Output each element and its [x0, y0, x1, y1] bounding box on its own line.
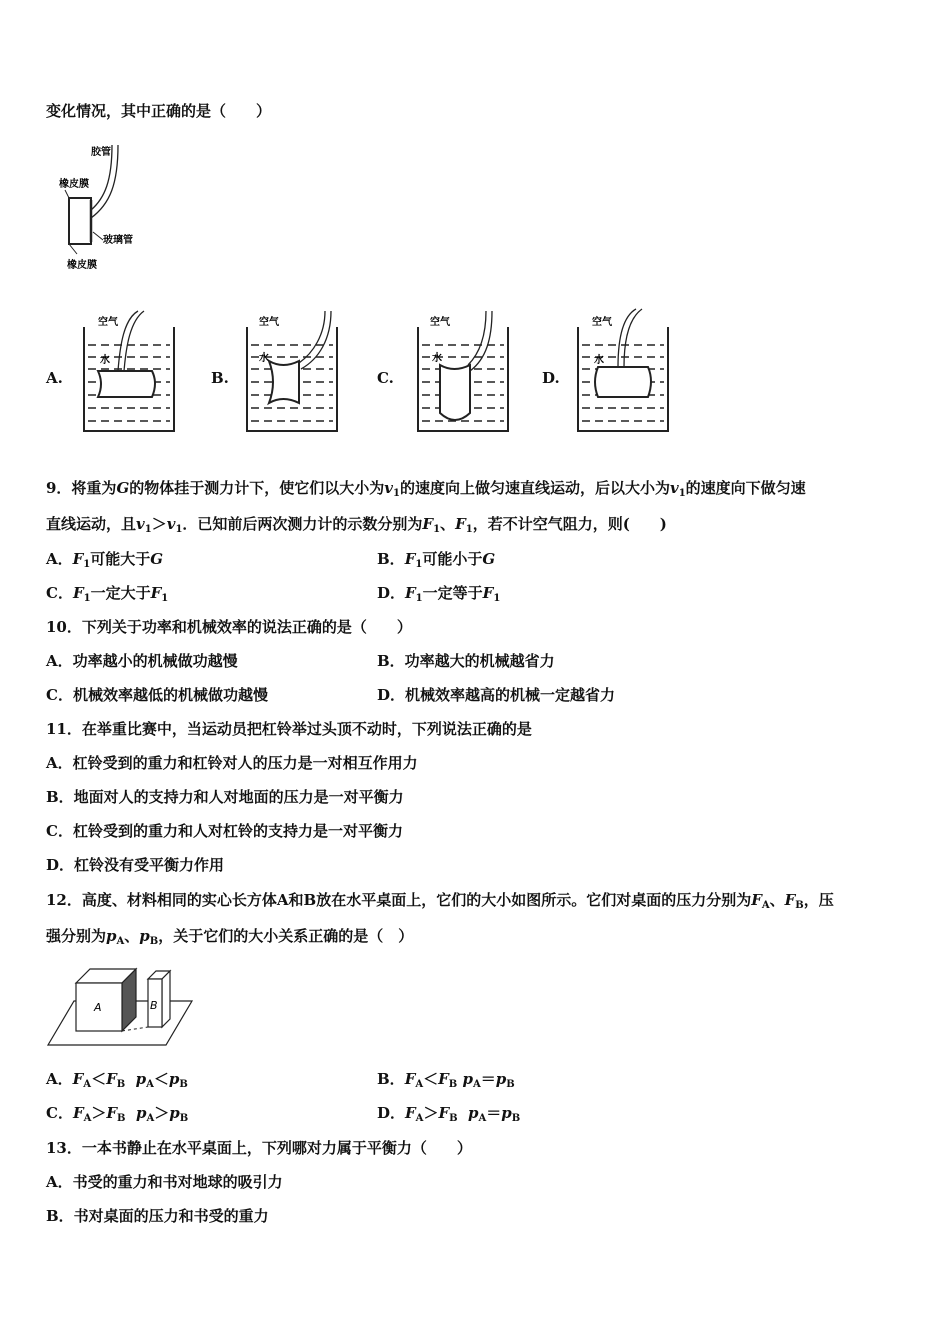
q12-option-b: B．$F_A<F_B$ $p_A=p_B$: [377, 1070, 515, 1090]
q10-option-b: B．功率越大的机械越省力: [377, 652, 555, 670]
beaker-a-water: 水: [100, 355, 110, 366]
blocks-figure: [44, 965, 196, 1049]
beaker-option-c: [414, 305, 514, 435]
q12-stem-line2: 强分别为$p_A$、$p_B$，关于它们的大小关系正确的是（ ）: [46, 927, 414, 947]
beaker-c-water: 水: [432, 353, 442, 364]
q8-option-b-label: B.: [211, 369, 229, 387]
q11-option-a: A．杠铃受到的重力和杠铃对人的压力是一对相互作用力: [46, 754, 418, 772]
q10-option-a: A．功率越小的机械做功越慢: [46, 652, 238, 670]
beaker-c-air: 空气: [430, 317, 450, 328]
q9-option-a: A．$F_1$可能大于G: [46, 550, 164, 570]
q8-option-d-label: D.: [542, 369, 560, 387]
q12-stem-line1: 12．高度、材料相同的实心长方体A和B放在水平桌面上，它们的大小如图所示。它们对桌面的压力分别为$F_A$、$F_B$，压: [46, 891, 834, 911]
q12-option-a: A．$F_A<F_B$ $p_A<p_B$: [46, 1070, 188, 1090]
q8-option-c-label: C.: [377, 369, 394, 387]
beaker-option-a: [80, 305, 180, 435]
q12-option-d: D．$F_A>F_B$ $p_A=p_B$: [377, 1104, 521, 1124]
q11-option-c: C．杠铃受到的重力和人对杠铃的支持力是一对平衡力: [46, 822, 403, 840]
q9-stem-line1: 9．将重为G的物体挂于测力计下，使它们以大小为$v_1$的速度向上做匀速直线运动，后以大小为$v_1$的速度向下做匀速: [46, 479, 806, 499]
block-b-label: B: [150, 999, 158, 1012]
q10-stem: 10．下列关于功率和机械效率的说法正确的是（ ）: [46, 618, 412, 636]
q11-stem: 11．在举重比赛中，当运动员把杠铃举过头顶不动时，下列说法正确的是: [46, 720, 532, 738]
q10-option-c: C．机械效率越低的机械做功越慢: [46, 686, 268, 704]
q9-option-d: D．$F_1$一定等于$F_1$: [377, 584, 501, 604]
q13-stem: 13．一本书静止在水平桌面上，下列哪对力属于平衡力（ ）: [46, 1139, 472, 1157]
label-film-bottom: 橡皮膜: [67, 260, 97, 271]
q9-stem-line2: 直线运动，且$v_1>v_1$．已知前后两次测力计的示数分别为$F_1$、$F_1$，若不计空气阻力，则( ): [46, 515, 667, 535]
beaker-option-d: [574, 305, 674, 435]
beaker-d-water: 水: [594, 355, 604, 366]
label-film-top: 橡皮膜: [59, 179, 89, 190]
block-a-label: A: [94, 1001, 102, 1014]
beaker-b-water: 水: [259, 353, 269, 364]
q8-stem-tail: 变化情况，其中正确的是（ ）: [46, 102, 272, 120]
beaker-b-air: 空气: [259, 317, 279, 328]
q12-option-c: C．$F_A>F_B$ $p_A>p_B$: [46, 1104, 189, 1124]
q9-option-c: C．$F_1$一定大于$F_1$: [46, 584, 169, 604]
beaker-d-air: 空气: [592, 317, 612, 328]
pressure-device-figure: [55, 140, 170, 275]
q9-option-b: B．$F_1$可能小于G: [377, 550, 496, 570]
q10-option-d: D．机械效率越高的机械一定越省力: [377, 686, 616, 704]
q8-option-a-label: A.: [46, 369, 63, 387]
q11-option-b: B．地面对人的支持力和人对地面的压力是一对平衡力: [46, 788, 404, 806]
q11-option-d: D．杠铃没有受平衡力作用: [46, 856, 225, 874]
label-tube: 胶管: [91, 147, 111, 158]
label-glass: 玻璃管: [103, 235, 133, 246]
q13-option-b: B．书对桌面的压力和书受的重力: [46, 1207, 269, 1225]
q13-option-a: A．书受的重力和书对地球的吸引力: [46, 1173, 283, 1191]
beaker-option-b: [243, 305, 343, 435]
beaker-a-air: 空气: [98, 317, 118, 328]
